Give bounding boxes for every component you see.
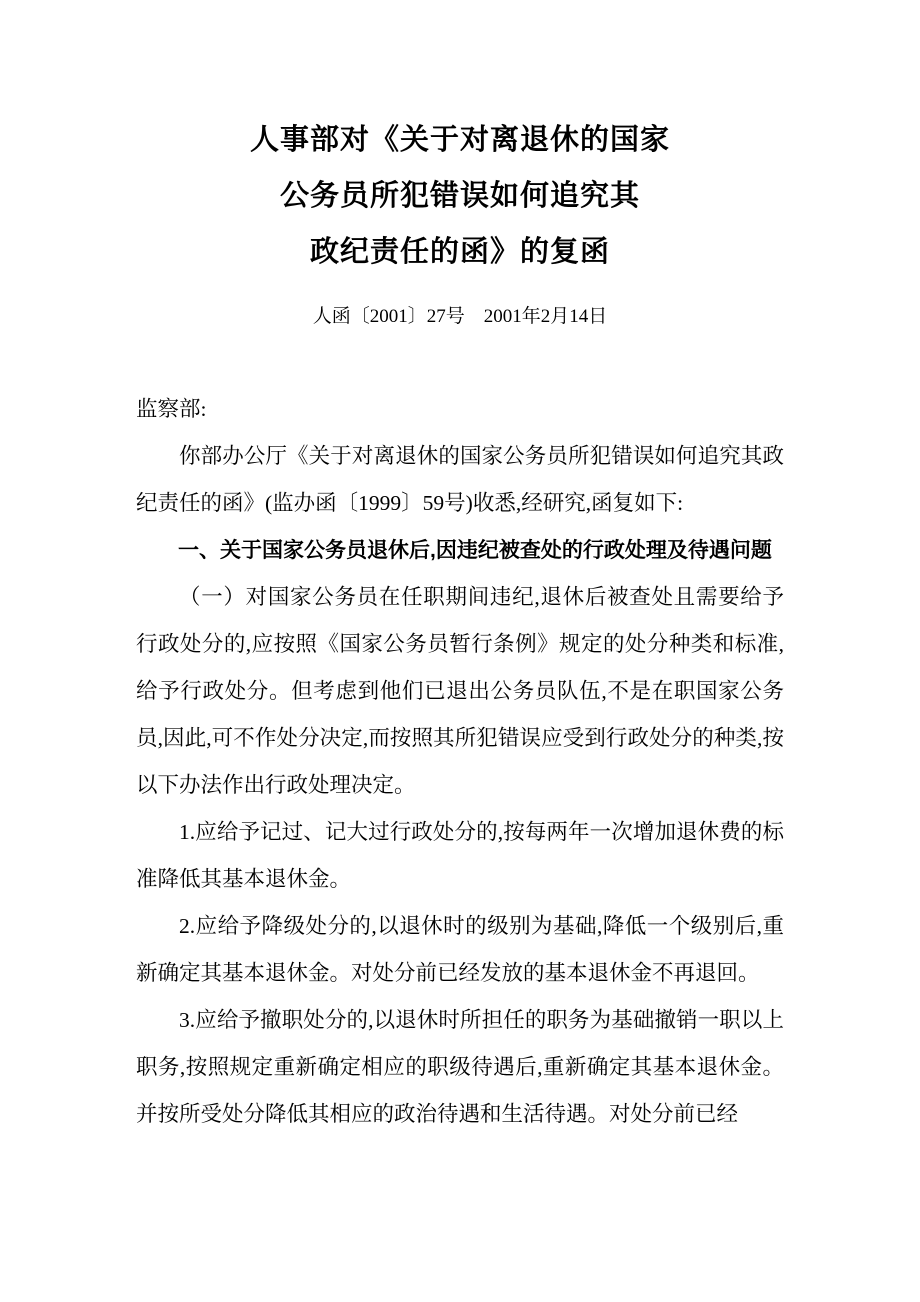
paragraph-subitem-3: 3.应给予撤职处分的,以退休时所担任的职务为基础撤销一职以上职务,按照规定重新确定相应的职级待遇后,重新确定其基本退休金。并按所受处分降低其相应的政治待遇和生活待遇。对处分前已经 [136,1008,784,1126]
paragraph-subitem-2: 2.应给予降级处分的,以退休时的级别为基础,降低一个级别后,重新确定其基本退休金。对处分前已经发放的基本退休金不再退回。 [136,914,784,985]
document-number-and-date: 人函〔2001〕27号 2001年2月14日 [312,306,608,327]
title-line-2: 公务员所犯错误如何追究其 [279,180,640,212]
title-line-3: 政纪责任的函》的复函 [309,236,610,268]
paragraph-section-heading: 一、关于国家公务员退休后,因违纪被查处的行政处理及待遇问题 [178,539,772,562]
title-line-1: 人事部对《关于对离退休的国家 [249,124,670,156]
document-body [136,386,784,1138]
paragraph-intro: 你部办公厅《关于对离退休的国家公务员所犯错误如何追究其政纪责任的函》(监办函〔1999〕59号)收悉,经研究,函复如下: [136,444,784,515]
paragraph-item-1: （一）对国家公务员在任职期间违纪,退休后被查处且需要给予行政处分的,应按照《国家公务员暂行条例》规定的处分种类和标准,给予行政处分。但考虑到他们已退出公务员队伍,不是在职国家公务员,因此,可不作处分决定,而按照其所犯错误应受到行政处分的种类,按以下办法作出行政处理决定。 [136,585,784,797]
paragraph-salutation: 监察部: [136,397,207,421]
document-title [136,112,784,280]
document-content [136,112,784,1138]
paragraph-subitem-1: 1.应给予记过、记大过行政处分的,按每两年一次增加退休费的标准降低其基本退休金。 [136,820,784,891]
